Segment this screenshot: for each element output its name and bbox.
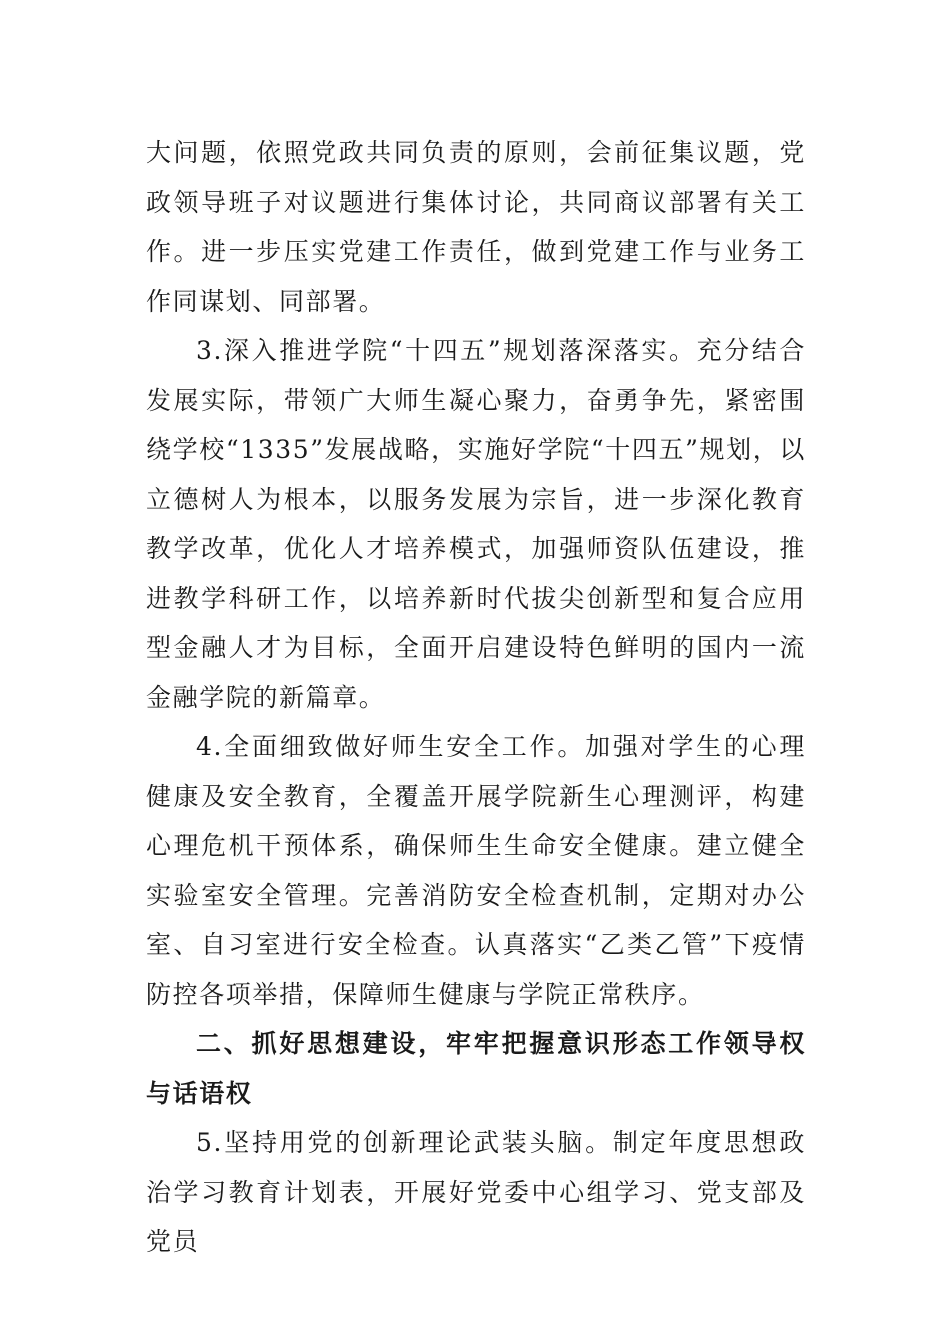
section-heading-2: 二、抓好思想建设，牢牢把握意识形态工作领导权与话语权 <box>146 1029 806 1108</box>
paragraph-item-5: 5.坚持用党的创新理论武装头脑。制定年度思想政治学习教育计划表，开展好党委中心组学习、党支部及党员 <box>146 1128 806 1256</box>
paragraph-item-4: 4.全面细致做好师生安全工作。加强对学生的心理健康及安全教育，全覆盖开展学院新生心理测评，构建心理危机干预体系，确保师生生命安全健康。建立健全实验室安全管理。完善消防安全检查机制，定期对办公室、自习室进行安全检查。认真落实“乙类乙管”下疫情防控各项举措，保障师生健康与学院正常秩序。 <box>146 732 806 1009</box>
paragraph-item-3: 3.深入推进学院“十四五”规划落深落实。充分结合发展实际，带领广大师生凝心聚力，奋勇争先，紧密围绕学校“1335”发展战略，实施好学院“十四五”规划，以立德树人为根本，以服务发展为宗旨，进一步深化教育教学改革，优化人才培养模式，加强师资队伍建设，推进教学科研工作，以培养新时代拔尖创新型和复合应用型金融人才为目标，全面开启建设特色鲜明的国内一流金融学院的新篇章。 <box>146 336 806 712</box>
paragraph-continuation: 大问题，依照党政共同负责的原则，会前征集议题，党政领导班子对议题进行集体讨论，共同商议部署有关工作。进一步压实党建工作责任，做到党建工作与业务工作同谋划、同部署。 <box>146 138 806 316</box>
document-page <box>146 128 806 1267</box>
